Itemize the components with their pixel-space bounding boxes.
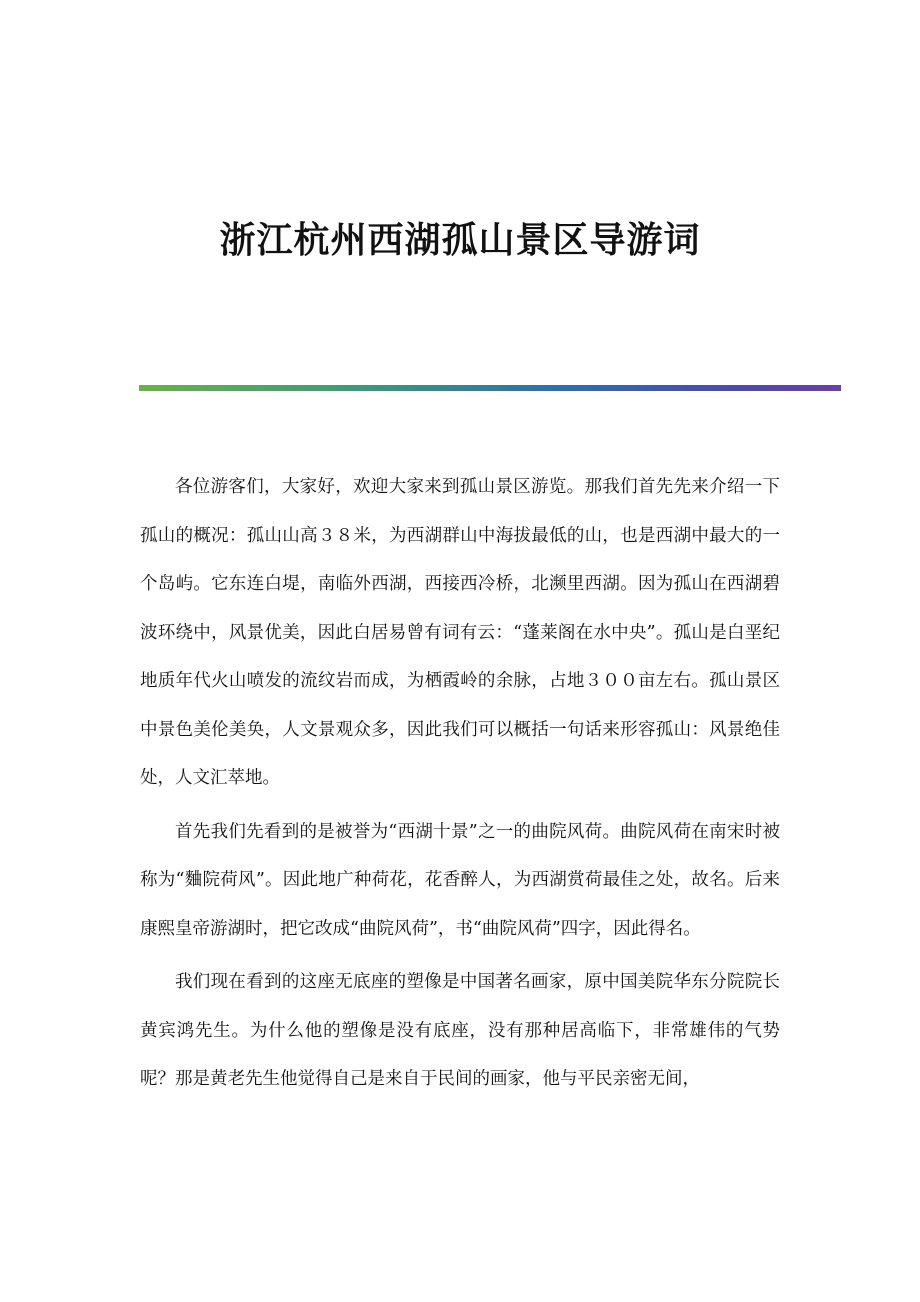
paragraph-statue: 我们现在看到的这座无底座的塑像是中国著名画家，原中国美院华东分院院长黄宾鸿先生。为什么他的塑像是没有底座，没有那种居高临下，非常雄伟的气势呢？那是黄老先生他觉得自己是来自于民间的画家，他与平民亲密无间，: [140, 972, 780, 1089]
paragraph-quyuan-fenghe: 首先我们先看到的是被誉为“西湖十景”之一的曲院风荷。曲院风荷在南宋时被称为“麯院荷风”。因此地广种荷花，花香醉人，为西湖赏荷最佳之处，故名。后来康熙皇帝游湖时，把它改成“曲院风荷”，书“曲院风荷”四字，因此得名。: [140, 821, 780, 939]
paragraph-intro: 各位游客们，大家好，欢迎大家来到孤山景区游览。那我们首先先来介绍一下孤山的概况：孤山山高３８米，为西湖群山中海拔最低的山，也是西湖中最大的一个岛屿。它东连白堤，南临外西湖，西接西冷桥，北濒里西湖。因为孤山在西湖碧波环绕中，风景优美，因此白居易曾有词有云：“蓬莱阁在水中央”。孤山是白垩纪地质年代火山喷发的流纹岩而成，为栖霞岭的余脉，占地３００亩左右。孤山景区中景色美伦美奂，人文景观众多，因此我们可以概括一句话来形容孤山：风景绝佳处，人文汇萃地。: [140, 477, 780, 788]
title-divider-rule: [139, 385, 841, 391]
page-title: 浙江杭州西湖孤山景区导游词: [219, 219, 701, 261]
document-body: [140, 463, 780, 1109]
